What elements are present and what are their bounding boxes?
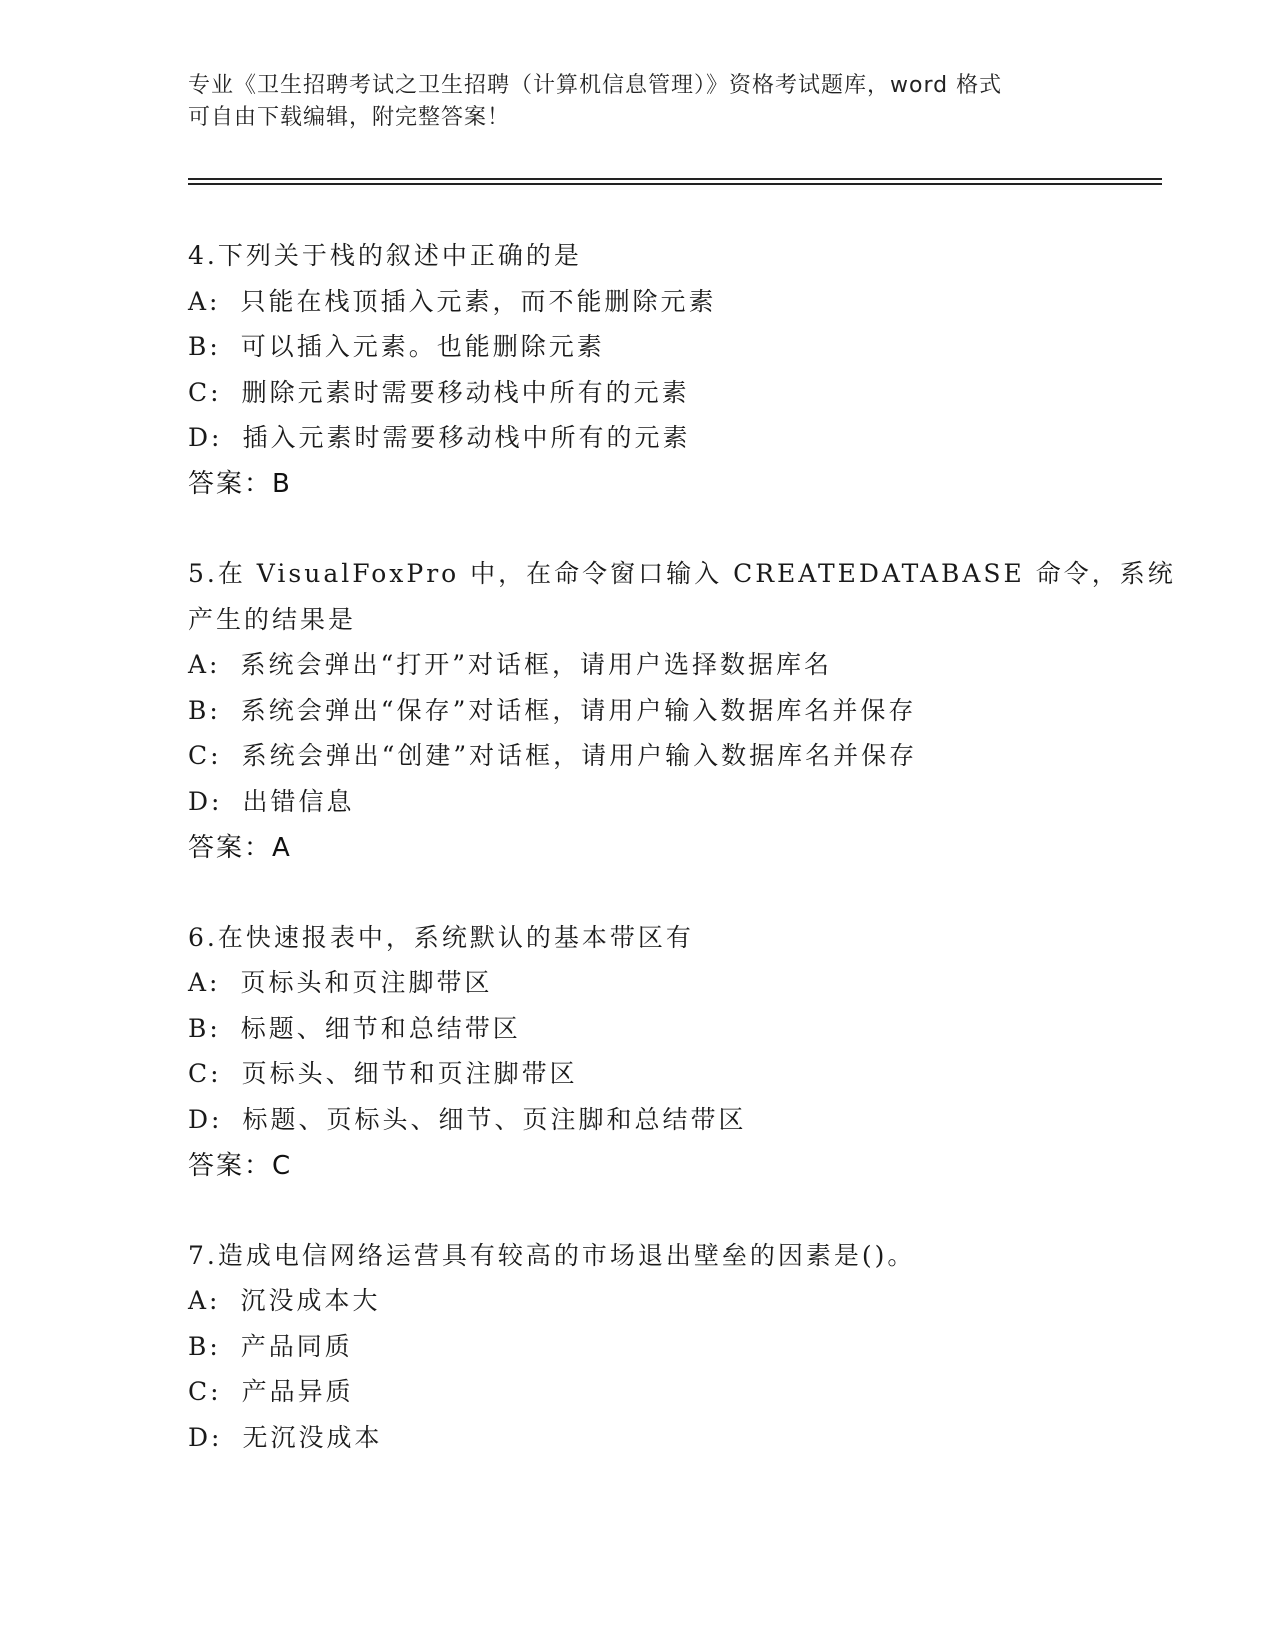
question-stem: 7.造成电信网络运营具有较高的市场退出壁垒的因素是()。 [188, 1240, 916, 1270]
option-a [188, 960, 1088, 1006]
option-d [188, 415, 1088, 461]
option-key: C: [188, 377, 222, 407]
option-c [188, 733, 1088, 779]
question-6 [188, 915, 1088, 1189]
option-key: C: [188, 1059, 222, 1089]
answer-line: 答案：C [188, 1150, 293, 1181]
option-text: 系统会弹出“创建”对话框，请用户输入数据库名并保存 [241, 741, 918, 771]
option-text: 出错信息 [242, 786, 355, 816]
answer-line: 答案：B [188, 468, 292, 499]
header-line-2: 可自由下载编辑，附完整答案！ [188, 105, 511, 130]
option-d [188, 1097, 1088, 1143]
option-key: B: [188, 1013, 221, 1043]
question-stem: 6.在快速报表中，系统默认的基本带区有 [188, 922, 694, 952]
option-a [188, 642, 1088, 688]
option-b [188, 324, 1088, 370]
option-key: A: [188, 968, 221, 998]
option-text: 沉没成本大 [240, 1286, 381, 1316]
option-text: 标题、页标头、细节、页注脚和总结带区 [242, 1104, 747, 1134]
header-rule-top [188, 178, 1162, 180]
option-b [188, 1006, 1088, 1052]
question-stem-continued: 产生的结果是 [188, 604, 357, 634]
option-b [188, 1324, 1088, 1370]
option-key: D: [188, 1422, 223, 1452]
question-4 [188, 233, 1088, 507]
option-text: 标题、细节和总结带区 [240, 1013, 521, 1043]
header-rule-bottom [188, 183, 1162, 185]
option-text: 系统会弹出“保存”对话框，请用户输入数据库名并保存 [240, 695, 917, 725]
question-stem: 4.下列关于栈的叙述中正确的是 [188, 241, 582, 270]
option-c [188, 1051, 1088, 1097]
question-5 [188, 551, 1176, 871]
question-stem: 5.在 VisualFoxPro 中，在命令窗口输入 CREATEDATABASE 命令，系统 [188, 558, 1176, 588]
option-c [188, 370, 1088, 416]
option-key: B: [188, 1331, 221, 1361]
option-text: 页标头、细节和页注脚带区 [241, 1059, 578, 1089]
option-key: B: [188, 695, 221, 725]
option-a [188, 1278, 1088, 1324]
option-d [188, 779, 1088, 825]
option-text: 页标头和页注脚带区 [240, 968, 493, 998]
option-key: D: [188, 786, 223, 816]
question-list [188, 233, 1176, 1504]
option-text: 产品异质 [241, 1377, 354, 1407]
option-text: 无沉没成本 [242, 1422, 383, 1452]
option-key: C: [188, 741, 222, 771]
option-text: 可以插入元素。也能删除元素 [240, 332, 605, 362]
option-text: 系统会弹出“打开”对话框，请用户选择数据库名 [240, 650, 833, 680]
option-text: 删除元素时需要移动栈中所有的元素 [241, 377, 690, 407]
answer-line: 答案：A [188, 832, 292, 863]
option-c [188, 1369, 1088, 1415]
option-text: 产品同质 [240, 1331, 353, 1361]
header-line-1: 专业《卫生招聘考试之卫生招聘（计算机信息管理）》资格考试题库，word 格式 [188, 73, 1003, 98]
option-key: A: [188, 650, 221, 680]
option-key: C: [188, 1377, 222, 1407]
question-7 [188, 1233, 1088, 1461]
option-key: D: [188, 1104, 223, 1134]
option-key: D: [188, 423, 223, 453]
option-a [188, 279, 1088, 325]
option-d [188, 1415, 1088, 1461]
option-text: 插入元素时需要移动栈中所有的元素 [242, 423, 691, 453]
document-header [188, 70, 1088, 134]
option-text: 只能在栈顶插入元素，而不能删除元素 [240, 286, 717, 316]
option-key: B: [188, 332, 221, 362]
option-b [188, 688, 1088, 734]
option-key: A: [188, 1286, 221, 1316]
option-key: A: [188, 286, 221, 316]
